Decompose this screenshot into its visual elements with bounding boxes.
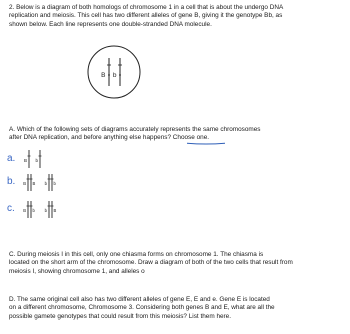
option-a-label-1: B	[23, 158, 27, 163]
option-a-label-2: b	[35, 158, 38, 163]
question-d-line-2: on a different chromosome, Chromosome 3. Considering both genes B and E, what are all the	[9, 304, 275, 312]
option-c-label-4: B	[53, 208, 57, 213]
option-b-letter: b.	[7, 176, 16, 187]
allele-label-b: b	[112, 72, 117, 79]
option-a-diagram	[17, 148, 57, 170]
question-d-line-1: D. The same original cell also has two different alleles of gene E, E and e. Gene E is located	[9, 296, 270, 303]
choose-one-text: Choose one.	[172, 134, 210, 142]
question-c-line-1: C. During meiosis I in this cell, only one chiasma forms on chromosome 1. The chiasma is	[9, 251, 264, 258]
option-b[interactable]	[7, 171, 77, 193]
option-b-label-1: B	[23, 181, 26, 186]
homolog-cell-diagram	[86, 44, 142, 100]
option-b-label-2: B	[32, 181, 36, 186]
option-a[interactable]	[7, 148, 77, 170]
question-c-text	[9, 251, 293, 276]
question-a-line-2-prefix: after DNA replication, and before anything else happens?	[9, 134, 173, 142]
choose-one-underline	[186, 142, 226, 145]
question-a-line-1: A. Which of the following sets of diagrams accurately represents the same chromosomes	[9, 126, 261, 133]
option-b-diagram	[17, 171, 67, 193]
question-2-line-1: 2. Below is a diagram of both homologs of chromosome 1 in a cell that is about the undergo DNA	[9, 4, 284, 11]
question-2-text	[9, 4, 283, 29]
option-c-label-2: b	[32, 208, 35, 213]
question-c-line-2: located on the short arm of the chromosome. Draw a diagram of both of the two cells that result from	[9, 259, 293, 267]
question-d-text	[9, 296, 275, 321]
allele-label-B: B	[101, 72, 106, 79]
option-c-letter: c.	[7, 203, 15, 214]
option-a-letter: a.	[7, 153, 16, 164]
question-2-line-2: replication and meiosis. This cell has two different alleles of gene B, giving it the genotype Bb, as	[9, 12, 283, 20]
option-b-label-3: b	[44, 181, 47, 186]
question-d-line-3: possible gamete genotypes that could result from this meiosis? List them here.	[9, 312, 232, 320]
question-2-line-3: shown below. Each line represents one double-stranded DNA molecule.	[9, 20, 212, 28]
question-a-text	[9, 126, 260, 143]
option-b-label-4: b	[53, 181, 56, 186]
option-c-label-1: B	[23, 208, 26, 213]
option-c[interactable]	[7, 198, 77, 220]
option-c-diagram	[17, 198, 67, 220]
question-c-line-3: meiosis I, showing chromosome 1, and alleles o	[9, 267, 145, 275]
option-c-label-3: b	[44, 208, 47, 213]
